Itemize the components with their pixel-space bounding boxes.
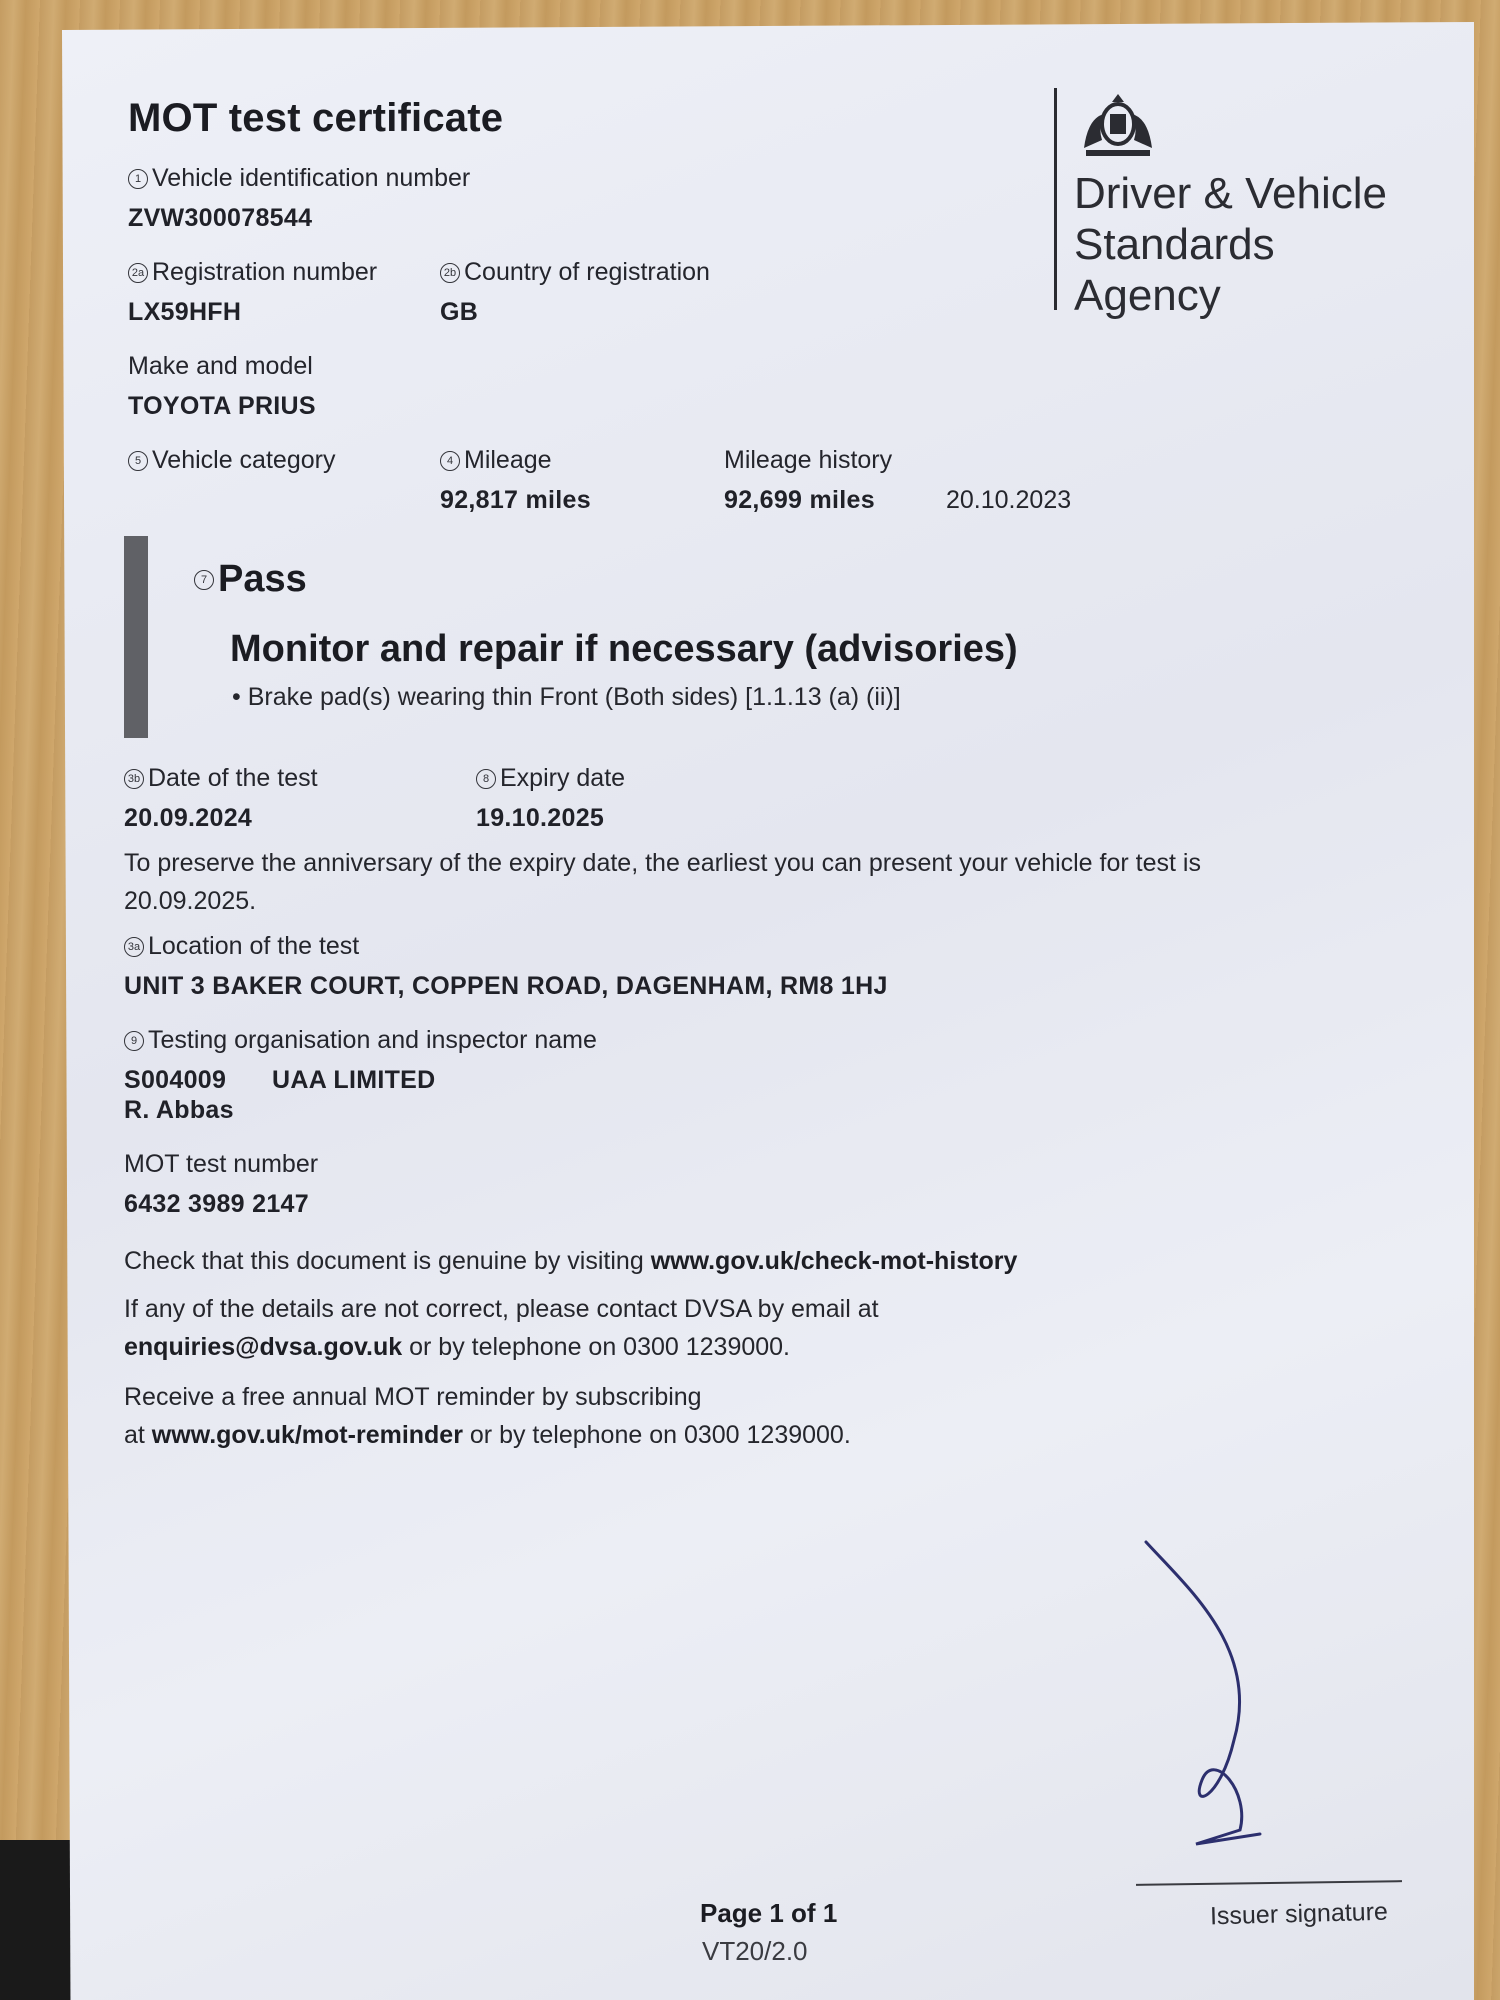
- result-bar: [124, 536, 148, 738]
- test-date-value: 20.09.2024: [124, 804, 253, 832]
- signature-label: Issuer signature: [1209, 1897, 1389, 1931]
- field-number-badge: 9: [124, 1031, 144, 1051]
- field-number-badge: 3b: [124, 769, 144, 789]
- field-number-badge: 1: [128, 169, 148, 189]
- mileage-label: [440, 446, 552, 475]
- field-number-badge: 7: [194, 570, 214, 590]
- category-label-text: Vehicle category: [152, 446, 336, 474]
- vin-label: [128, 164, 470, 193]
- organisation-label: [124, 1026, 597, 1055]
- registration-label-text: Registration number: [152, 258, 378, 286]
- form-code: VT20/2.0: [702, 1936, 808, 1966]
- vin-label-text: Vehicle identification number: [152, 164, 471, 192]
- contact-note-rest: or by telephone on 0300 1239000.: [402, 1333, 791, 1361]
- check-note-text: Check that this document is genuine by visiting: [124, 1247, 651, 1275]
- registration-value: LX59HFH: [128, 298, 242, 326]
- test-number-value: 6432 3989 2147: [124, 1190, 309, 1218]
- organisation-label-text: Testing organisation and inspector name: [148, 1026, 597, 1054]
- result-status: [194, 558, 307, 601]
- page-number: Page 1 of 1: [700, 1898, 838, 1928]
- expiry-value: 19.10.2025: [476, 804, 605, 832]
- organisation-code: S004009: [124, 1066, 227, 1094]
- agency-name: [1074, 168, 1394, 321]
- location-label-text: Location of the test: [148, 932, 360, 960]
- advisory-text: Brake pad(s) wearing thin Front (Both sides) [1.1.13 (a) (ii)]: [247, 683, 901, 711]
- check-mot-link[interactable]: www.gov.uk/check-mot-history: [650, 1247, 1018, 1275]
- test-date-label: [124, 764, 318, 793]
- note-line: 20.09.2025.: [124, 887, 257, 915]
- advisories-heading: Monitor and repair if necessary (advisories): [230, 628, 1018, 670]
- mileage-value: 92,817 miles: [440, 486, 591, 514]
- test-number-label: MOT test number: [124, 1150, 319, 1178]
- mot-reminder-link[interactable]: www.gov.uk/mot-reminder: [151, 1421, 463, 1449]
- reminder-prefix: at: [124, 1421, 152, 1449]
- result-status-text: Pass: [218, 558, 307, 600]
- mileage-label-text: Mileage: [464, 446, 552, 474]
- location-label: [124, 932, 359, 961]
- reminder-note-line: Receive a free annual MOT reminder by subscribing: [124, 1383, 702, 1411]
- logo-divider: [1054, 88, 1057, 310]
- bullet: •: [232, 683, 248, 711]
- contact-note-line: If any of the details are not correct, please contact DVSA by email at: [124, 1295, 879, 1323]
- country-value: GB: [440, 298, 479, 326]
- mileage-history-label: Mileage history: [724, 446, 893, 474]
- mileage-history-value: 92,699 miles: [724, 486, 875, 514]
- field-number-badge: 8: [476, 769, 496, 789]
- make-model-label: Make and model: [128, 352, 313, 380]
- check-note: [124, 1242, 1017, 1280]
- dvsa-email-link[interactable]: enquiries@dvsa.gov.uk: [124, 1333, 403, 1361]
- contact-note: [124, 1290, 879, 1366]
- mileage-history-date: 20.10.2023: [946, 486, 1072, 514]
- category-label: [128, 446, 335, 475]
- expiry-label: [476, 764, 625, 793]
- make-model-value: TOYOTA PRIUS: [128, 392, 316, 420]
- field-number-badge: 3a: [124, 937, 144, 957]
- contact-note-line: [124, 1328, 879, 1366]
- agency-name-line: Agency: [1074, 271, 1221, 320]
- page-title: MOT test certificate: [128, 96, 504, 140]
- reminder-note-line: [124, 1416, 851, 1454]
- note-line: To preserve the anniversary of the expiry date, the earliest you can present your vehicle for test is: [124, 849, 1201, 877]
- country-label: [440, 258, 710, 287]
- registration-label: [128, 258, 377, 287]
- country-label-text: Country of registration: [464, 258, 710, 286]
- royal-crest-icon: [1072, 88, 1164, 162]
- field-number-badge: 4: [440, 451, 460, 471]
- agency-name-line: Driver & Vehicle: [1074, 169, 1388, 218]
- anniversary-note: [124, 844, 1201, 920]
- agency-name-line: Standards: [1074, 220, 1275, 269]
- vin-value: ZVW300078544: [128, 204, 313, 232]
- expiry-label-text: Expiry date: [500, 764, 626, 792]
- organisation-name: UAA LIMITED: [272, 1066, 436, 1094]
- field-number-badge: 5: [128, 451, 148, 471]
- field-number-badge: 2b: [440, 263, 460, 283]
- issuer-signature: [1130, 1530, 1290, 1860]
- reminder-note-rest: or by telephone on 0300 1239000.: [462, 1421, 851, 1449]
- reminder-note: [124, 1378, 851, 1454]
- field-number-badge: 2a: [128, 263, 148, 283]
- advisory-item: [232, 683, 901, 712]
- location-value: UNIT 3 BAKER COURT, COPPEN ROAD, DAGENHAM, RM8 1HJ: [124, 972, 888, 1000]
- inspector-name: R. Abbas: [124, 1096, 234, 1124]
- test-date-label-text: Date of the test: [148, 764, 318, 792]
